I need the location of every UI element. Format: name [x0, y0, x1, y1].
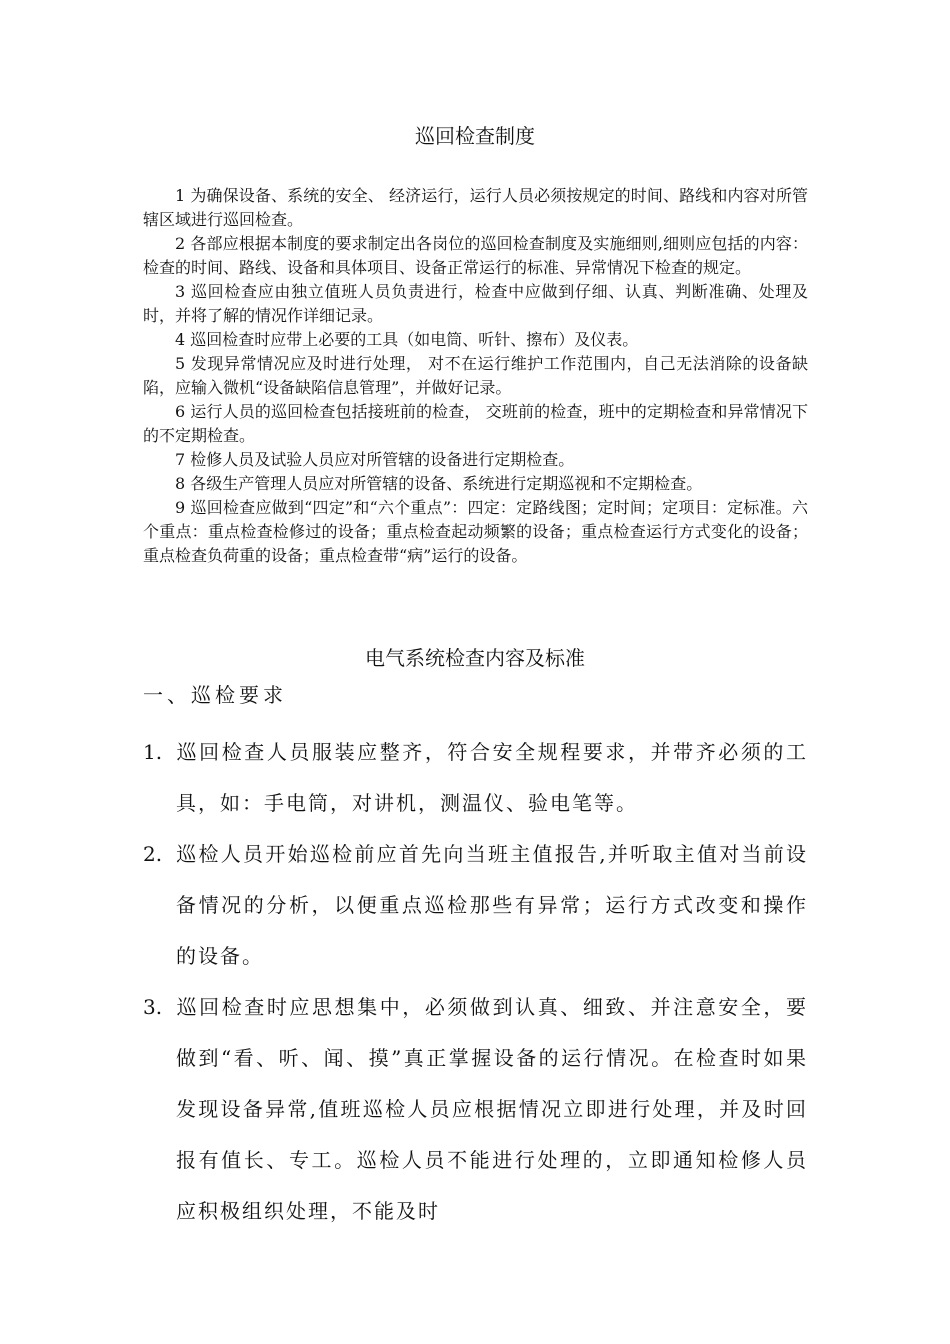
requirement-text: 巡回检查时应思想集中，必须做到认真、细致、并注意安全，要做到“看、听、闻、摸”真正掌握设备的运行情况。在检查时如果发现设备异常,值班巡检人员应根据情况立即进行处理，并及时回报有值长、专工。巡检人员不能进行处理的，立即通知检修人员应积极组织处理，不能及时: [176, 995, 808, 1223]
document-title: 巡回检查制度: [415, 124, 535, 148]
rule-paragraph: 7 检修人员及试验人员应对所管辖的设备进行定期检查。: [175, 450, 575, 469]
rule-paragraph: 9 巡回检查应做到“四定”和“六个重点”：四定：定路线图；定时间；定项目：定标准。六个重点：重点检查检修过的设备；重点检查起动频繁的设备；重点检查运行方式变化的设备；重点检查负荷重的设备；重点检查带“病”运行的设备。: [143, 498, 808, 565]
requirement-text: 巡回检查人员服装应整齐，符合安全规程要求，并带齐必须的工具，如：手电筒，对讲机，测温仪、验电笔等。: [176, 740, 808, 815]
requirement-text: 巡检人员开始巡检前应首先向当班主值报告,并听取主值对当前设备情况的分析，以便重点巡检那些有异常；运行方式改变和操作的设备。: [176, 842, 808, 968]
rule-paragraph: 6 运行人员的巡回检查包括接班前的检查， 交班前的检查，班中的定期检查和异常情况下的不定期检查。: [143, 402, 808, 445]
section-heading: 一、巡检要求: [143, 683, 287, 707]
requirements-list: [143, 727, 808, 1237]
requirement-item: [143, 727, 808, 829]
rule-paragraph: 5 发现异常情况应及时进行处理， 对不在运行维护工作范围内，自己无法消除的设备缺陷，应输入微机“设备缺陷信息管理”，并做好记录。: [143, 354, 808, 397]
inspection-rules: [143, 184, 808, 568]
requirement-item: [143, 982, 808, 1237]
requirement-number: 2.: [143, 842, 163, 866]
rule-paragraph: 2 各部应根据本制度的要求制定出各岗位的巡回检查制度及实施细则,细则应包括的内容：检查的时间、路线、设备和具体项目、设备正常运行的标准、异常情况下检查的规定。: [143, 234, 808, 277]
rule-paragraph: 1 为确保设备、系统的安全、 经济运行，运行人员必须按规定的时间、路线和内容对所管辖区域进行巡回检查。: [143, 186, 808, 229]
rule-paragraph: 4 巡回检查时应带上必要的工具（如电筒、听针、擦布）及仪表。: [175, 330, 639, 349]
rule-paragraph: 3 巡回检查应由独立值班人员负责进行，检查中应做到仔细、认真、判断准确、处理及时，并将了解的情况作详细记录。: [143, 282, 808, 325]
rule-paragraph: 8 各级生产管理人员应对所管辖的设备、系统进行定期巡视和不定期检查。: [175, 474, 703, 493]
requirement-number: 1.: [143, 740, 163, 764]
requirement-item: [143, 829, 808, 982]
requirement-number: 3.: [143, 995, 163, 1019]
section-title: 电气系统检查内容及标准: [365, 646, 585, 670]
